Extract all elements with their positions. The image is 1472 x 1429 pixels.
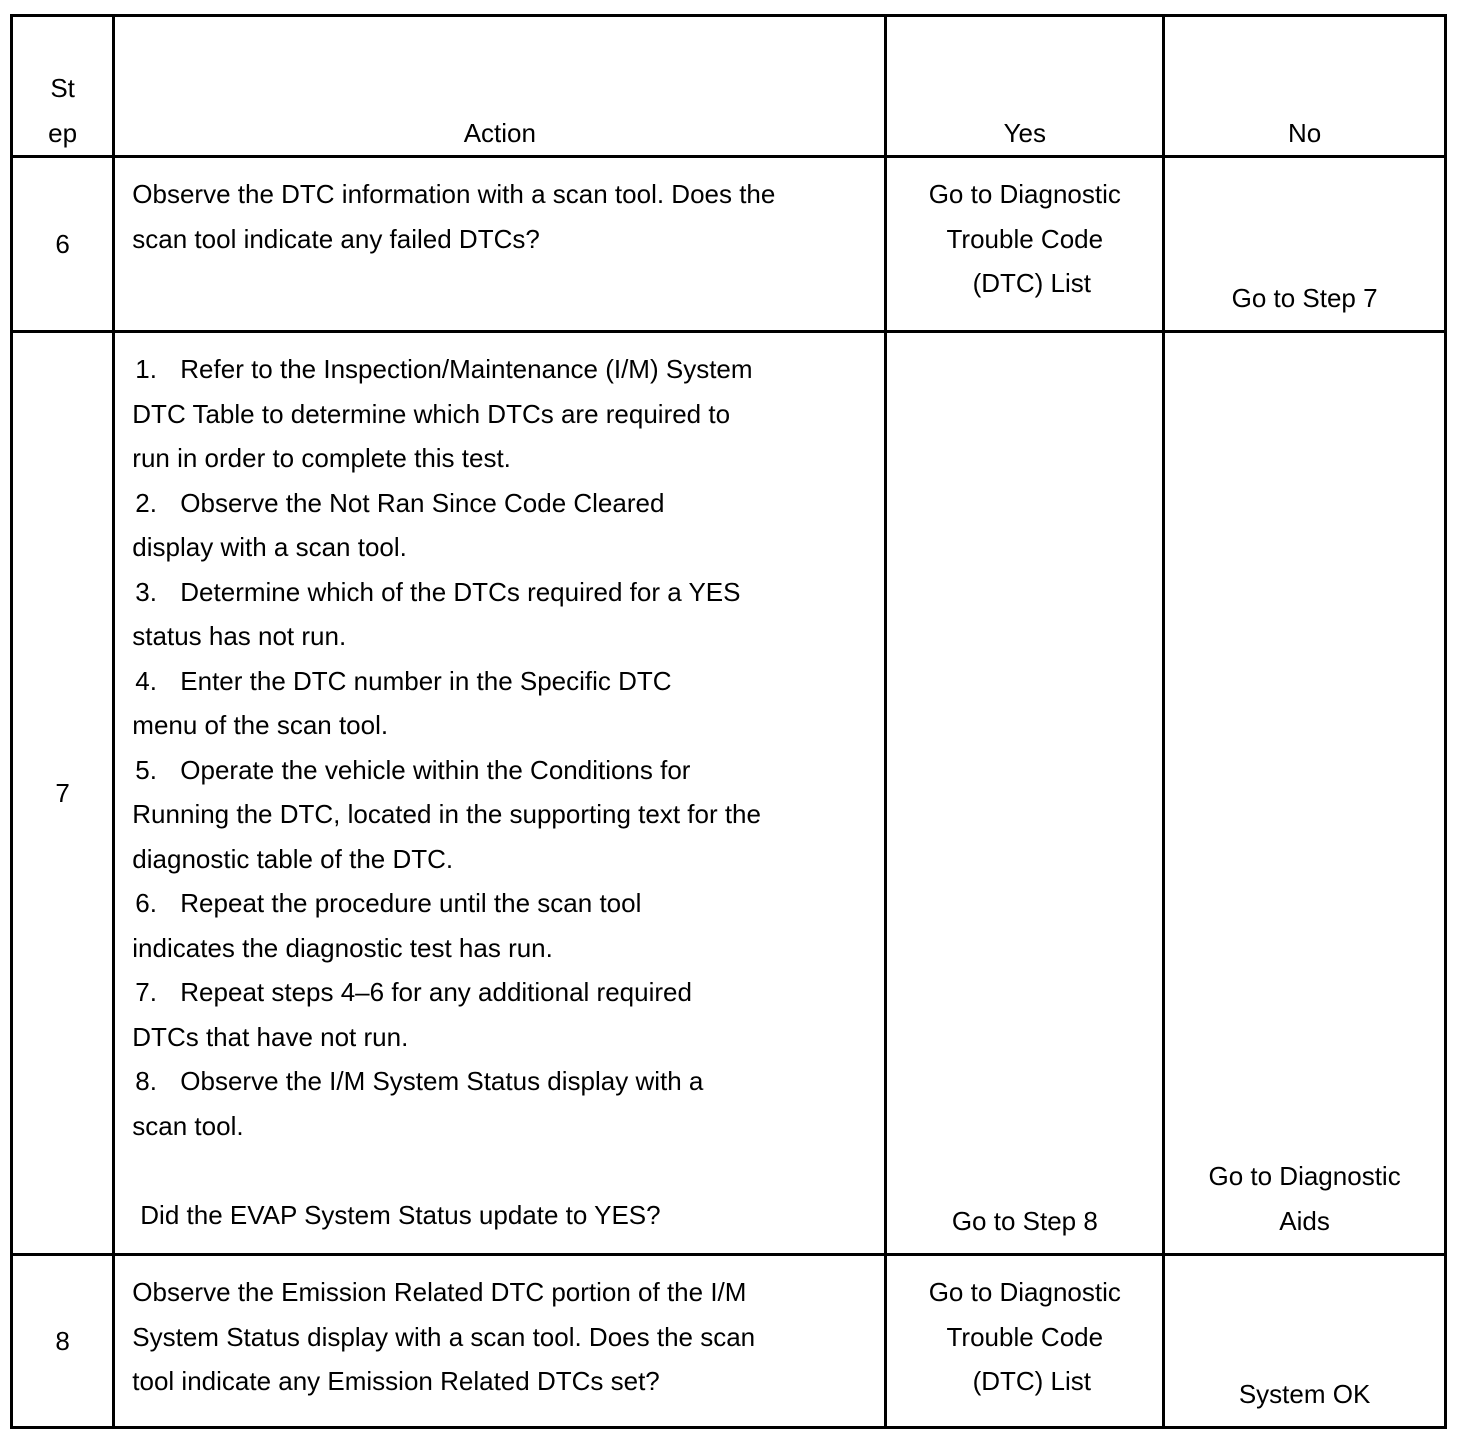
yes-line: Go to Diagnostic (928, 179, 1121, 209)
list-item-cont: scan tool. (132, 1110, 244, 1141)
no-line: Go to Step 7 (1231, 282, 1378, 313)
step-number: 7 (12, 332, 114, 1255)
action-line: Observe the DTC information with a scan tool. Does the (132, 179, 776, 209)
action-line: tool indicate any Emission Related DTCs set? (132, 1366, 660, 1396)
action-text (114, 1255, 886, 1428)
header-step-line2: ep (48, 117, 78, 148)
list-item-cont: menu of the scan tool. (132, 710, 389, 740)
table-row (12, 157, 1446, 332)
header-step-line1: St (50, 73, 75, 103)
yes-line: Trouble Code (946, 223, 1104, 254)
yes-result (886, 1255, 1164, 1428)
spacer (132, 1148, 874, 1193)
no-line: Aids (1279, 1205, 1330, 1236)
list-item-cont: Running the DTC, located in the supporting text for the (132, 799, 761, 829)
no-line: Go to Diagnostic (1208, 1161, 1401, 1191)
list-item-cont: run in order to complete this test. (132, 443, 511, 473)
list-item-cont: status has not run. (132, 621, 347, 651)
diagnostic-table (10, 14, 1447, 1429)
list-item: 8. Observe the I/M System Status display with a (135, 1066, 704, 1096)
header-action: Action (114, 16, 886, 157)
list-item-cont: diagnostic table of the DTC. (132, 843, 454, 874)
list-item-cont: DTCs that have not run. (132, 1021, 409, 1052)
step-number: 8 (12, 1255, 114, 1428)
yes-result (886, 332, 1164, 1255)
list-item: 3. Determine which of the DTCs required for a YES (135, 576, 741, 607)
list-item: 4. Enter the DTC number in the Specific DTC (135, 665, 672, 696)
step-question: Did the EVAP System Status update to YES? (140, 1199, 661, 1230)
no-result (1164, 157, 1446, 332)
list-item: 2. Observe the Not Ran Since Code Cleared (135, 487, 665, 518)
action-line: System Status display with a scan tool. Does the scan (132, 1321, 756, 1352)
list-item-cont: DTC Table to determine which DTCs are required to (132, 398, 731, 429)
step-number: 6 (12, 157, 114, 332)
action-text (114, 332, 886, 1255)
yes-result (886, 157, 1164, 332)
header-row (12, 16, 1446, 157)
list-item: 5. Operate the vehicle within the Conditions for (135, 754, 691, 785)
yes-line: Trouble Code (946, 1321, 1104, 1352)
yes-line: Go to Diagnostic (928, 1277, 1121, 1307)
list-item: 7. Repeat steps 4–6 for any additional required (135, 977, 692, 1007)
no-line: System OK (1238, 1378, 1371, 1409)
table-row (12, 1255, 1446, 1428)
list-item-cont: display with a scan tool. (132, 532, 407, 562)
yes-line: Go to Step 8 (951, 1205, 1098, 1236)
list-item: 1. Refer to the Inspection/Maintenance (I/M) System (135, 354, 753, 384)
yes-line: (DTC) List (972, 268, 1092, 298)
header-step (12, 16, 114, 157)
header-no: No (1164, 16, 1446, 157)
header-yes: Yes (886, 16, 1164, 157)
table-row (12, 332, 1446, 1255)
action-text (114, 157, 886, 332)
no-result (1164, 332, 1446, 1255)
no-result (1164, 1255, 1446, 1428)
list-item-cont: indicates the diagnostic test has run. (132, 932, 553, 963)
yes-line: (DTC) List (972, 1366, 1092, 1396)
list-item: 6. Repeat the procedure until the scan tool (135, 888, 642, 918)
action-line: Observe the Emission Related DTC portion of the I/M (132, 1277, 747, 1307)
action-line: scan tool indicate any failed DTCs? (132, 223, 540, 254)
